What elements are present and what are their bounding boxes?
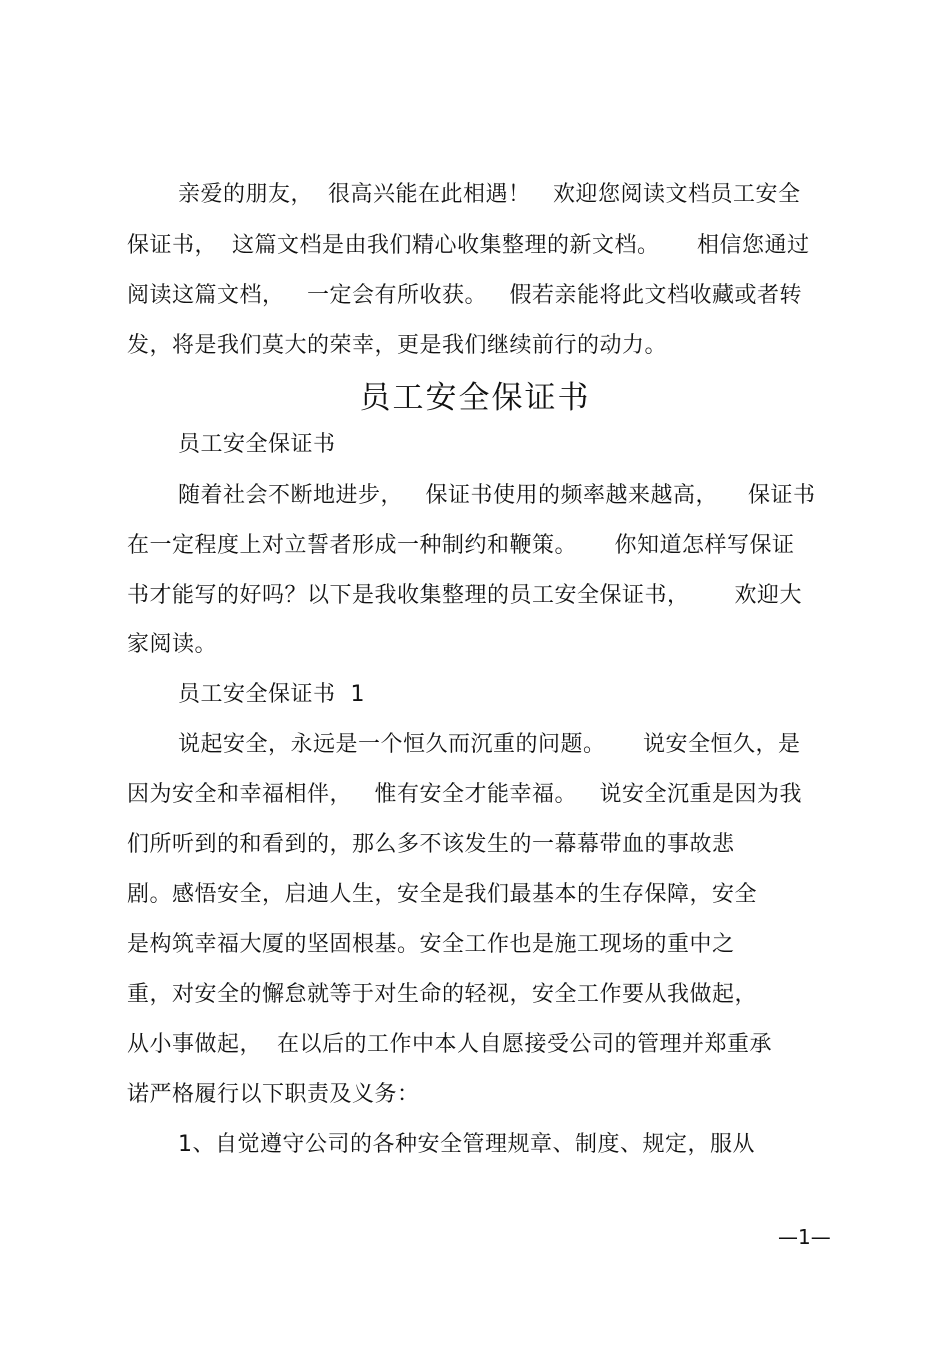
body-line: 因为安全和幸福相伴， 惟有安全才能幸福。 说安全沉重是因为我 xyxy=(127,782,802,807)
list-item: 1、自觉遵守公司的各种安全管理规章、制度、规定，服从 xyxy=(178,1132,755,1157)
body-line: 剧。感悟安全，启迪人生，安全是我们最基本的生存保障，安全 xyxy=(127,882,758,907)
body-line: 家阅读。 xyxy=(127,632,218,657)
document-title: 员工安全保证书 xyxy=(359,380,591,416)
body-line: 重，对安全的懈怠就等于对生命的轻视，安全工作要从我做起， xyxy=(127,982,758,1007)
body-line: 书才能写的好吗？以下是我收集整理的员工安全保证书， 欢迎大 xyxy=(127,583,802,608)
body-line: 们所听到的和看到的，那么多不该发生的一幕幕带血的事故悲 xyxy=(127,832,735,857)
body-line: 是构筑幸福大厦的坚固根基。安全工作也是施工现场的重中之 xyxy=(127,932,735,957)
body-line: 在一定程度上对立誓者形成一种制约和鞭策。 你知道怎样写保证 xyxy=(127,533,795,558)
page-number: —1— xyxy=(778,1225,831,1249)
intro-line-1: 亲爱的朋友， 很高兴能在此相遇！ 欢迎您阅读文档员工安全 xyxy=(178,182,801,207)
intro-line-4: 发，将是我们莫大的荣幸，更是我们继续前行的动力。 xyxy=(127,333,668,358)
body-line: 说起安全，永远是一个恒久而沉重的问题。 说安全恒久，是 xyxy=(178,732,801,757)
body-line: 随着社会不断地进步， 保证书使用的频率越来越高， 保证书 xyxy=(178,483,816,508)
intro-line-3: 阅读这篇文档， 一定会有所收获。 假若亲能将此文档收藏或者转 xyxy=(127,283,802,308)
body-line: 诺严格履行以下职责及义务： xyxy=(127,1082,420,1107)
subheading: 员工安全保证书 xyxy=(178,432,336,457)
intro-line-2: 保证书， 这篇文档是由我们精心收集整理的新文档。 相信您通过 xyxy=(127,233,810,258)
section-heading: 员工安全保证书 1 xyxy=(178,682,365,707)
body-line: 从小事做起， 在以后的工作中本人自愿接受公司的管理并郑重承 xyxy=(127,1032,772,1057)
